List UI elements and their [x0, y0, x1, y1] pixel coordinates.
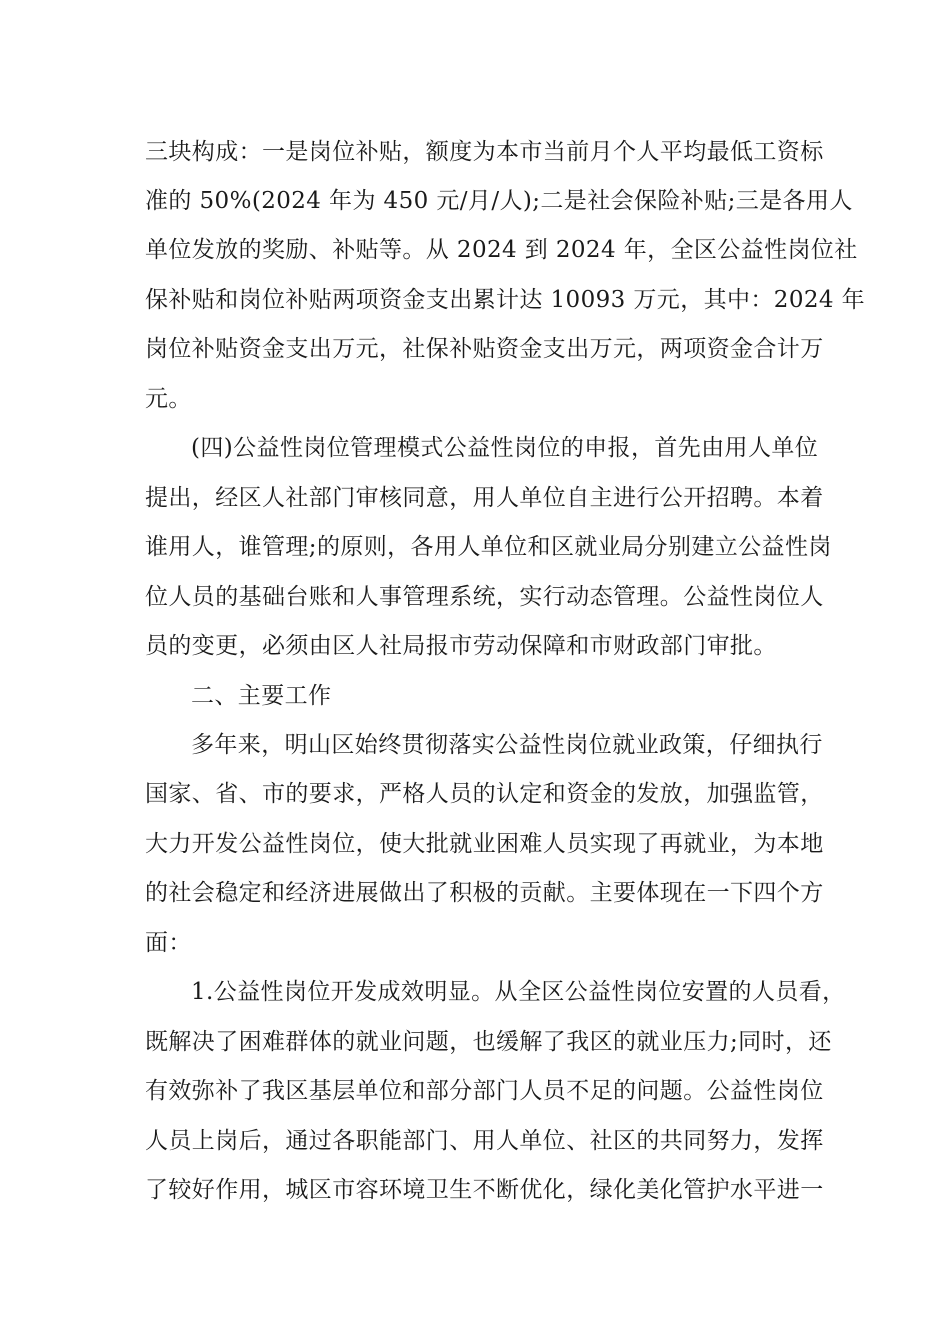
text-line: 了较好作用，城区市容环境卫生不断优化，绿化美化管护水平进一 [145, 1177, 824, 1203]
text-line: 保补贴和岗位补贴两项资金支出累计达 10093 万元，其中：2024 年 [145, 287, 866, 313]
text-line: 准的 50%(2024 年为 450 元/月/人);二是社会保险补贴;三是各用人 [145, 188, 853, 214]
text-line: 提出，经区人社部门审核同意，用人单位自主进行公开招聘。本着 [145, 485, 824, 511]
text-line: 位人员的基础台账和人事管理系统，实行动态管理。公益性岗位人 [145, 584, 824, 610]
text-line: 岗位补贴资金支出万元，社保补贴资金支出万元，两项资金合计万 [145, 336, 824, 362]
paragraph-heading: (四)公益性岗位管理模式公益性岗位的申报，首先由用人单位 [191, 435, 819, 461]
section-heading: 二、主要工作 [191, 683, 332, 709]
text-line: 面： [145, 930, 192, 956]
text-line: 1.公益性岗位开发成效明显。从全区公益性岗位安置的人员看， [191, 979, 846, 1005]
text-line: 元。 [145, 386, 192, 412]
text-line: 多年来，明山区始终贯彻落实公益性岗位就业政策，仔细执行 [191, 732, 823, 758]
text-line: 人员上岗后，通过各职能部门、用人单位、社区的共同努力，发挥 [145, 1128, 824, 1154]
text-line: 三块构成：一是岗位补贴，额度为本市当前月个人平均最低工资标 [145, 139, 824, 165]
text-line: 单位发放的奖励、补贴等。从 2024 到 2024 年，全区公益性岗位社 [145, 237, 858, 263]
text-line: 大力开发公益性岗位，使大批就业困难人员实现了再就业，为本地 [145, 831, 824, 857]
text-line: 国家、省、市的要求，严格人员的认定和资金的发放，加强监管， [145, 781, 824, 807]
text-line: 谁用人，谁管理;的原则，各用人单位和区就业局分别建立公益性岗 [145, 534, 832, 560]
text-line: 有效弥补了我区基层单位和部分部门人员不足的问题。公益性岗位 [145, 1078, 824, 1104]
text-line: 的社会稳定和经济进展做出了积极的贡献。主要体现在一下四个方 [145, 880, 824, 906]
text-line: 员的变更，必须由区人社局报市劳动保障和市财政部门审批。 [145, 633, 777, 659]
text-line: 既解决了困难群体的就业问题，也缓解了我区的就业压力;同时，还 [145, 1029, 832, 1055]
